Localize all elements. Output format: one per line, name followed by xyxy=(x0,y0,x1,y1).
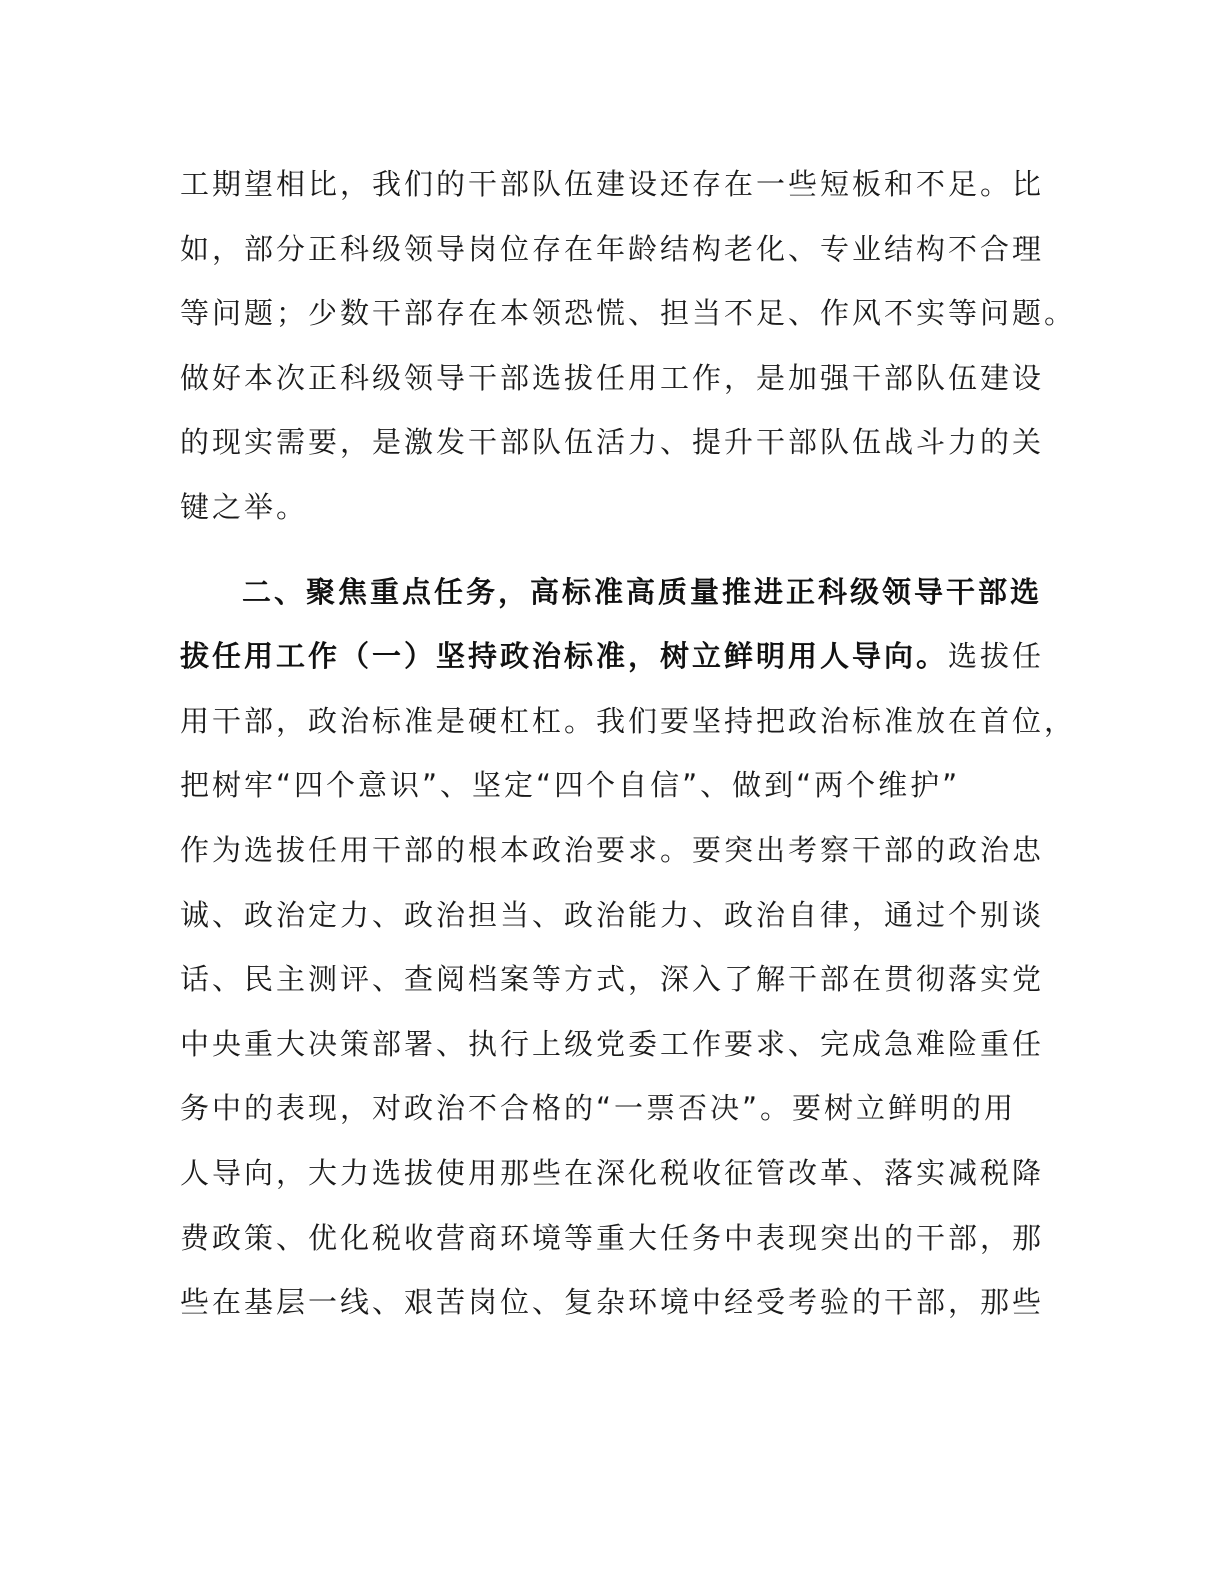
text-line: 工期望相比，我们的干部队伍建设还存在一些短板和不足。比 xyxy=(180,167,1045,201)
text-line: 用干部，政治标准是硬杠杠。我们要坚持把政治标准放在首位， xyxy=(180,703,1077,738)
text-line: 键之举。 xyxy=(180,489,309,524)
text-line: 等问题；少数干部存在本领恐慌、担当不足、作风不实等问题。 xyxy=(180,296,1077,331)
document-body xyxy=(180,152,1077,1335)
subsection-heading: 拔任用工作（一）坚持政治标准，树立鲜明用人导向。 xyxy=(180,639,949,674)
section-heading: 二、聚焦重点任务，高标准高质量推进正科级领导干部选 xyxy=(242,574,1043,609)
text-line: 如，部分正科级领导岗位存在年龄结构老化、专业结构不合理 xyxy=(180,231,1045,266)
text-line: 话、民主测评、查阅档案等方式，深入了解干部在贯彻落实党 xyxy=(180,962,1045,997)
text-line: 的现实需要，是激发干部队伍活力、提升干部队伍战斗力的关 xyxy=(180,425,1045,460)
text-line: 些在基层一线、艰苦岗位、复杂环境中经受考验的干部，那些 xyxy=(180,1285,1045,1320)
text-line: 人导向，大力选拔使用那些在深化税收征管改革、落实减税降 xyxy=(180,1155,1045,1190)
text-line: 诚、政治定力、政治担当、政治能力、政治自律，通过个别谈 xyxy=(180,897,1045,932)
body-text: 选拔任 xyxy=(948,639,1045,674)
section-2 xyxy=(180,560,1077,1335)
text-line: 把树牢“四个意识”、坚定“四个自信”、做到“两个维护” xyxy=(180,768,961,803)
text-line xyxy=(180,624,1050,689)
paragraph-1 xyxy=(180,152,1077,540)
text-line: 费政策、优化税收营商环境等重大任务中表现突出的干部，那 xyxy=(180,1220,1045,1255)
paragraph-spacer xyxy=(180,540,1050,560)
text-line: 做好本次正科级领导干部选拔任用工作，是加强干部队伍建设 xyxy=(180,360,1045,395)
text-line: 务中的表现，对政治不合格的“一票否决”。要树立鲜明的用 xyxy=(180,1091,1017,1126)
text-line: 中央重大决策部署、执行上级党委工作要求、完成急难险重任 xyxy=(180,1026,1045,1061)
text-line: 作为选拔任用干部的根本政治要求。要突出考察干部的政治忠 xyxy=(180,832,1045,867)
